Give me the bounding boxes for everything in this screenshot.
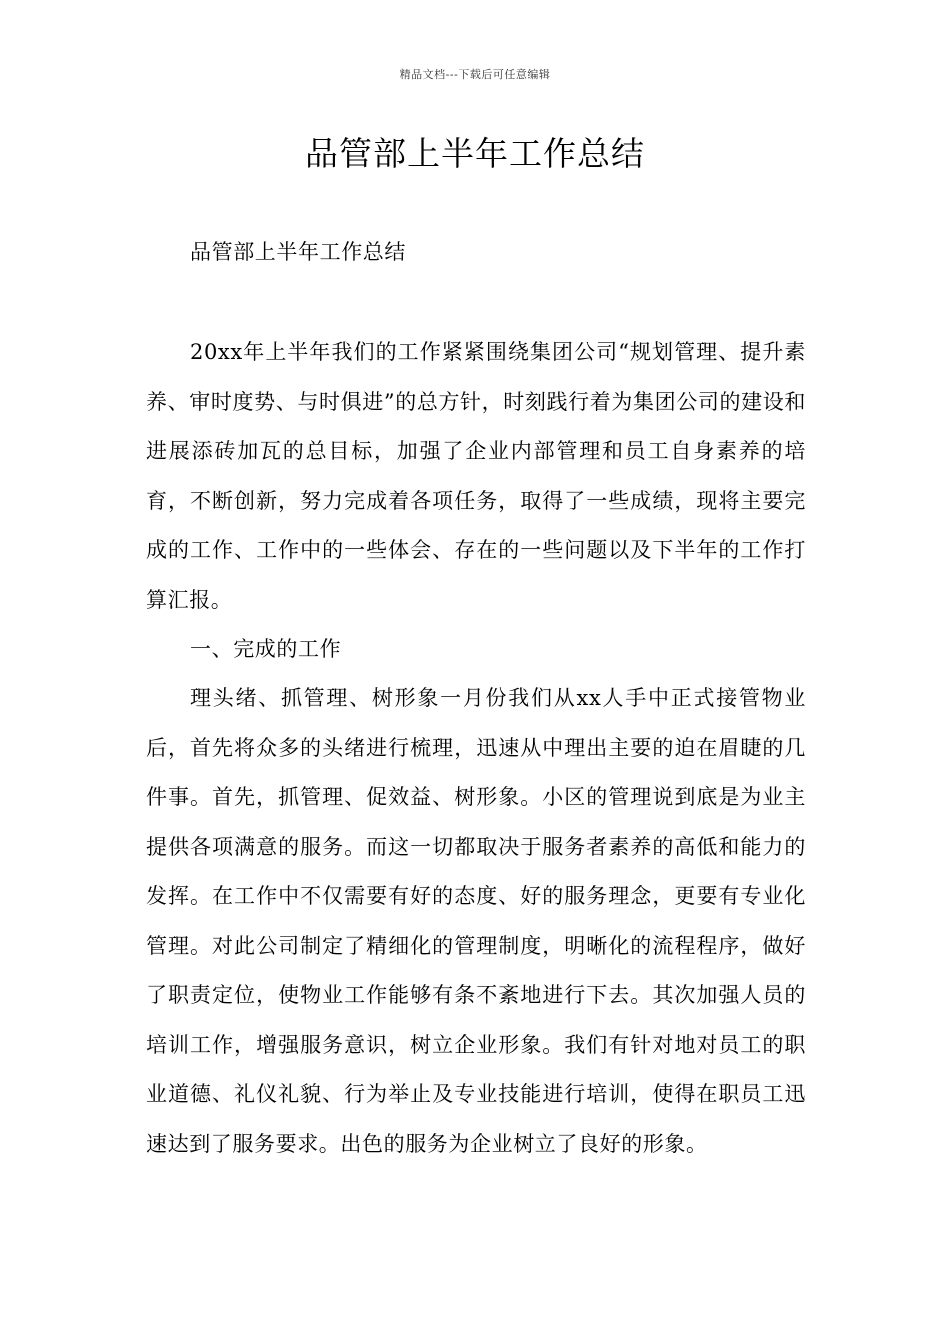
- intro-paragraph: 20xx年上半年我们的工作紧紧围绕集团公司“规划管理、提升素养、审时度势、与时俱进”的总方针，时刻践行着为集团公司的建设和进展添砖加瓦的总目标，加强了企业内部管理和员工自身素养的培育，不断创新，努力完成着各项任务，取得了一些成绩，现将主要完成的工作、工作中的一些体会、存在的一些问题以及下半年的工作打算汇报。: [146, 340, 806, 612]
- document-subtitle: 品管部上半年工作总结: [190, 240, 406, 264]
- document-title: 品管部上半年工作总结: [305, 134, 645, 173]
- section-paragraph: 理头绪、抓管理、树形象一月份我们从xx人手中正式接管物业后，首先将众多的头绪进行梳理，迅速从中理出主要的迫在眉睫的几件事。首先，抓管理、促效益、树形象。小区的管理说到底是为业主提供各项满意的服务。而这一切都取决于服务者素养的高低和能力的发挥。在工作中不仅需要有好的态度、好的服务理念，更要有专业化管理。对此公司制定了精细化的管理制度，明晰化的流程程序，做好了职责定位，使物业工作能够有条不紊地进行下去。其次加强人员的培训工作，增强服务意识，树立企业形象。我们有针对地对员工的职业道德、礼仪礼貌、行为举止及专业技能进行培训，使得在职员工迅速达到了服务要求。出色的服务为企业树立了良好的形象。: [146, 686, 806, 1156]
- section-heading: 一、完成的工作: [190, 637, 342, 661]
- header-note: 精品文档---下载后可任意编辑: [399, 68, 551, 81]
